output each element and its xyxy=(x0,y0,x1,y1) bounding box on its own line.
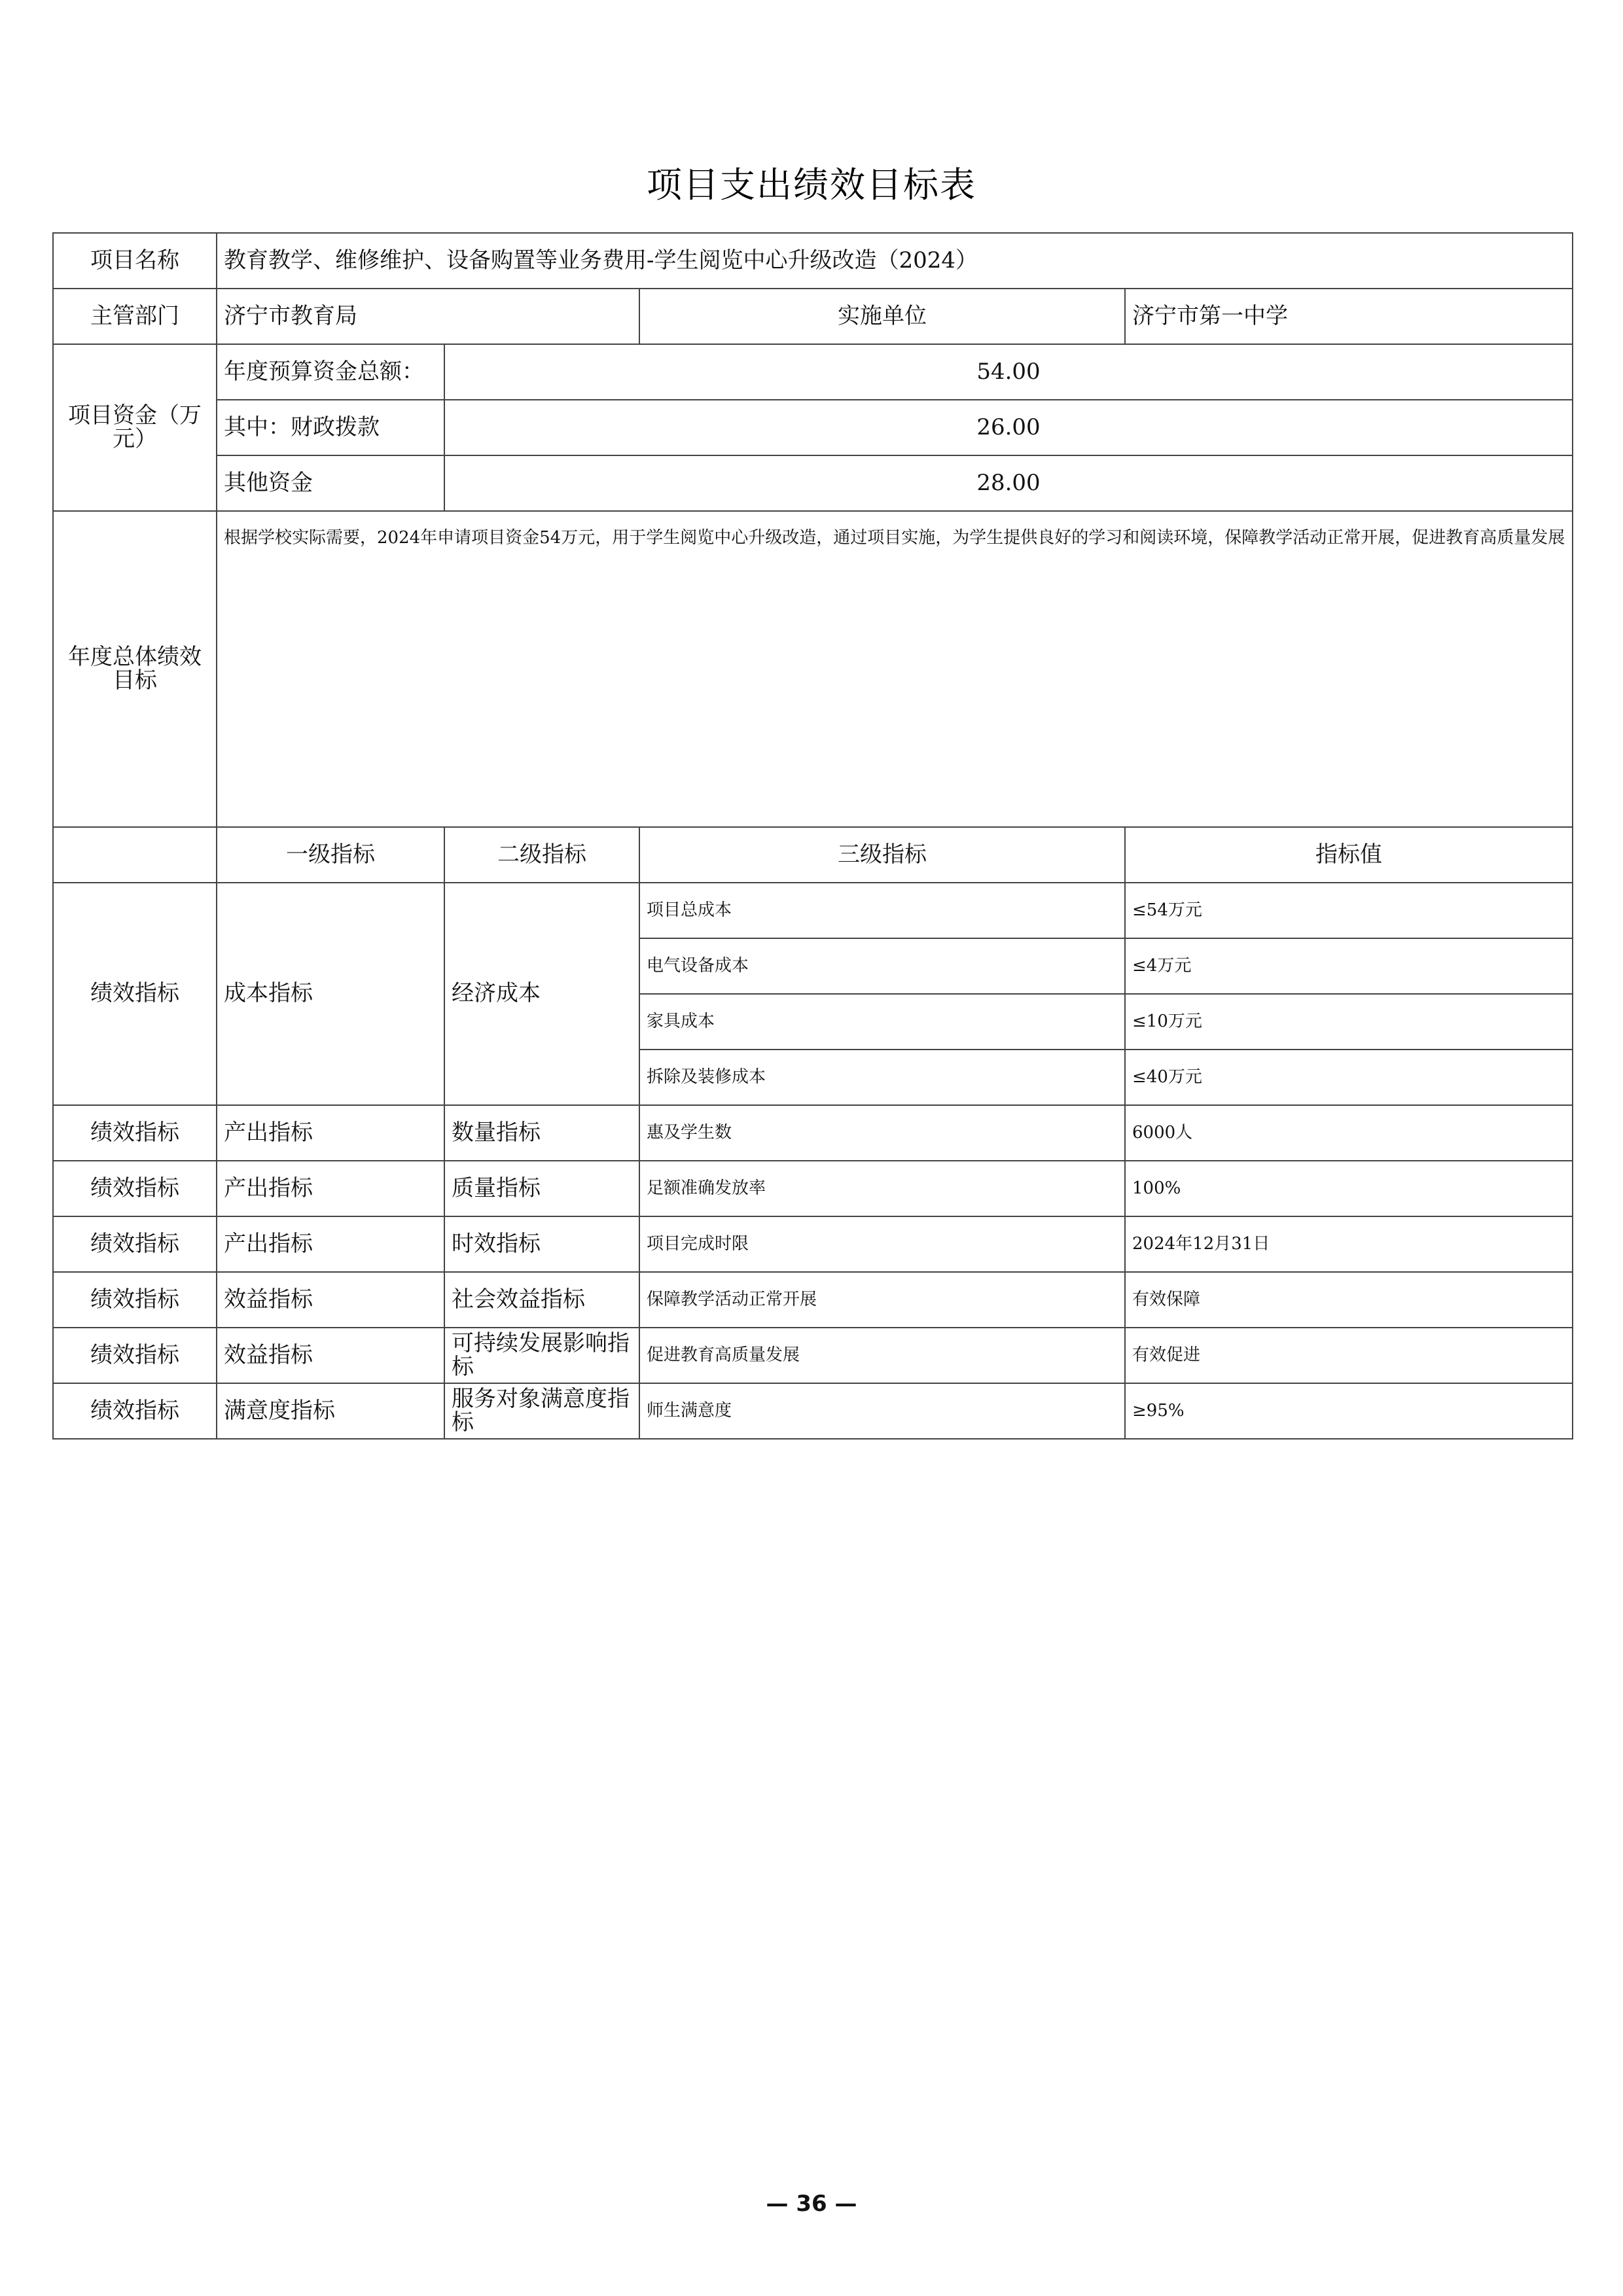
table-row xyxy=(53,1105,1573,1161)
cost-block-label: 绩效指标 xyxy=(53,883,217,1105)
department-label: 主管部门 xyxy=(53,289,217,344)
row-funds-fiscal xyxy=(53,400,1573,455)
row-label: 绩效指标 xyxy=(53,1272,217,1328)
funds-total-label: 年度预算资金总额： xyxy=(217,344,444,400)
row-level2: 质量指标 xyxy=(444,1161,639,1216)
row-funds-total xyxy=(53,344,1573,400)
header-level3: 三级指标 xyxy=(639,827,1125,883)
row-project-name xyxy=(53,233,1573,289)
annual-goal-label: 年度总体绩效目标 xyxy=(53,511,217,827)
row-level3: 足额准确发放率 xyxy=(639,1161,1125,1216)
row-label: 绩效指标 xyxy=(53,1328,217,1383)
row-value: ≥95% xyxy=(1125,1383,1573,1439)
implementing-unit-label: 实施单位 xyxy=(639,289,1125,344)
row-level3: 师生满意度 xyxy=(639,1383,1125,1439)
row-level1: 效益指标 xyxy=(217,1328,444,1383)
table-row xyxy=(53,1216,1573,1272)
row-level3: 项目完成时限 xyxy=(639,1216,1125,1272)
row-value: 有效保障 xyxy=(1125,1272,1573,1328)
table-row xyxy=(53,1272,1573,1328)
funds-fiscal-label: 其中：财政拨款 xyxy=(217,400,444,455)
cost-item-name: 电气设备成本 xyxy=(639,938,1125,994)
row-level1: 产出指标 xyxy=(217,1216,444,1272)
row-value: 6000人 xyxy=(1125,1105,1573,1161)
row-level2: 时效指标 xyxy=(444,1216,639,1272)
cost-item-value: ≤40万元 xyxy=(1125,1050,1573,1105)
row-label: 绩效指标 xyxy=(53,1383,217,1439)
row-level3: 惠及学生数 xyxy=(639,1105,1125,1161)
row-level3: 促进教育高质量发展 xyxy=(639,1328,1125,1383)
row-level2: 服务对象满意度指标 xyxy=(444,1383,639,1439)
row-level2: 可持续发展影响指标 xyxy=(444,1328,639,1383)
cost-item-name: 拆除及装修成本 xyxy=(639,1050,1125,1105)
row-label: 绩效指标 xyxy=(53,1105,217,1161)
row-level2: 数量指标 xyxy=(444,1105,639,1161)
row-funds-other xyxy=(53,455,1573,511)
table-row xyxy=(53,1328,1573,1383)
cost-block-level1: 成本指标 xyxy=(217,883,444,1105)
cost-item-name: 家具成本 xyxy=(639,994,1125,1050)
project-name-label: 项目名称 xyxy=(53,233,217,289)
row-level1: 产出指标 xyxy=(217,1161,444,1216)
header-level2: 二级指标 xyxy=(444,827,639,883)
performance-table xyxy=(52,232,1573,1439)
header-blank xyxy=(53,827,217,883)
implementing-unit: 济宁市第一中学 xyxy=(1125,289,1573,344)
cost-block-level2: 经济成本 xyxy=(444,883,639,1105)
annual-goal-text: 根据学校实际需要，2024年申请项目资金54万元，用于学生阅览中心升级改造，通过项目实施，为学生提供良好的学习和阅读环境，保障教学活动正常开展，促进教育高质量发展 xyxy=(217,511,1573,827)
row-level1: 产出指标 xyxy=(217,1105,444,1161)
funds-fiscal: 26.00 xyxy=(444,400,1573,455)
cost-item-name: 项目总成本 xyxy=(639,883,1125,938)
cost-item-value: ≤4万元 xyxy=(1125,938,1573,994)
cost-item-value: ≤54万元 xyxy=(1125,883,1573,938)
row-label: 绩效指标 xyxy=(53,1216,217,1272)
page-title: 项目支出绩效目标表 xyxy=(647,164,976,205)
row-level1: 满意度指标 xyxy=(217,1383,444,1439)
department: 济宁市教育局 xyxy=(217,289,639,344)
funds-other: 28.00 xyxy=(444,455,1573,511)
row-value: 有效促进 xyxy=(1125,1328,1573,1383)
row-value: 100% xyxy=(1125,1161,1573,1216)
page-number: — 36 — xyxy=(766,2191,857,2217)
header-level1: 一级指标 xyxy=(217,827,444,883)
row-annual-goal xyxy=(53,511,1573,827)
row-department xyxy=(53,289,1573,344)
row-level3: 保障教学活动正常开展 xyxy=(639,1272,1125,1328)
cost-item-value: ≤10万元 xyxy=(1125,994,1573,1050)
row-level1: 效益指标 xyxy=(217,1272,444,1328)
funds-total: 54.00 xyxy=(444,344,1573,400)
table-row xyxy=(53,1383,1573,1439)
row-indicator-headers xyxy=(53,827,1573,883)
row-value: 2024年12月31日 xyxy=(1125,1216,1573,1272)
table-row xyxy=(53,883,1573,938)
row-label: 绩效指标 xyxy=(53,1161,217,1216)
project-name: 教育教学、维修维护、设备购置等业务费用-学生阅览中心升级改造（2024） xyxy=(217,233,1573,289)
table-row xyxy=(53,1161,1573,1216)
funds-other-label: 其他资金 xyxy=(217,455,444,511)
header-value: 指标值 xyxy=(1125,827,1573,883)
funds-label: 项目资金（万元） xyxy=(53,344,217,511)
row-level2: 社会效益指标 xyxy=(444,1272,639,1328)
